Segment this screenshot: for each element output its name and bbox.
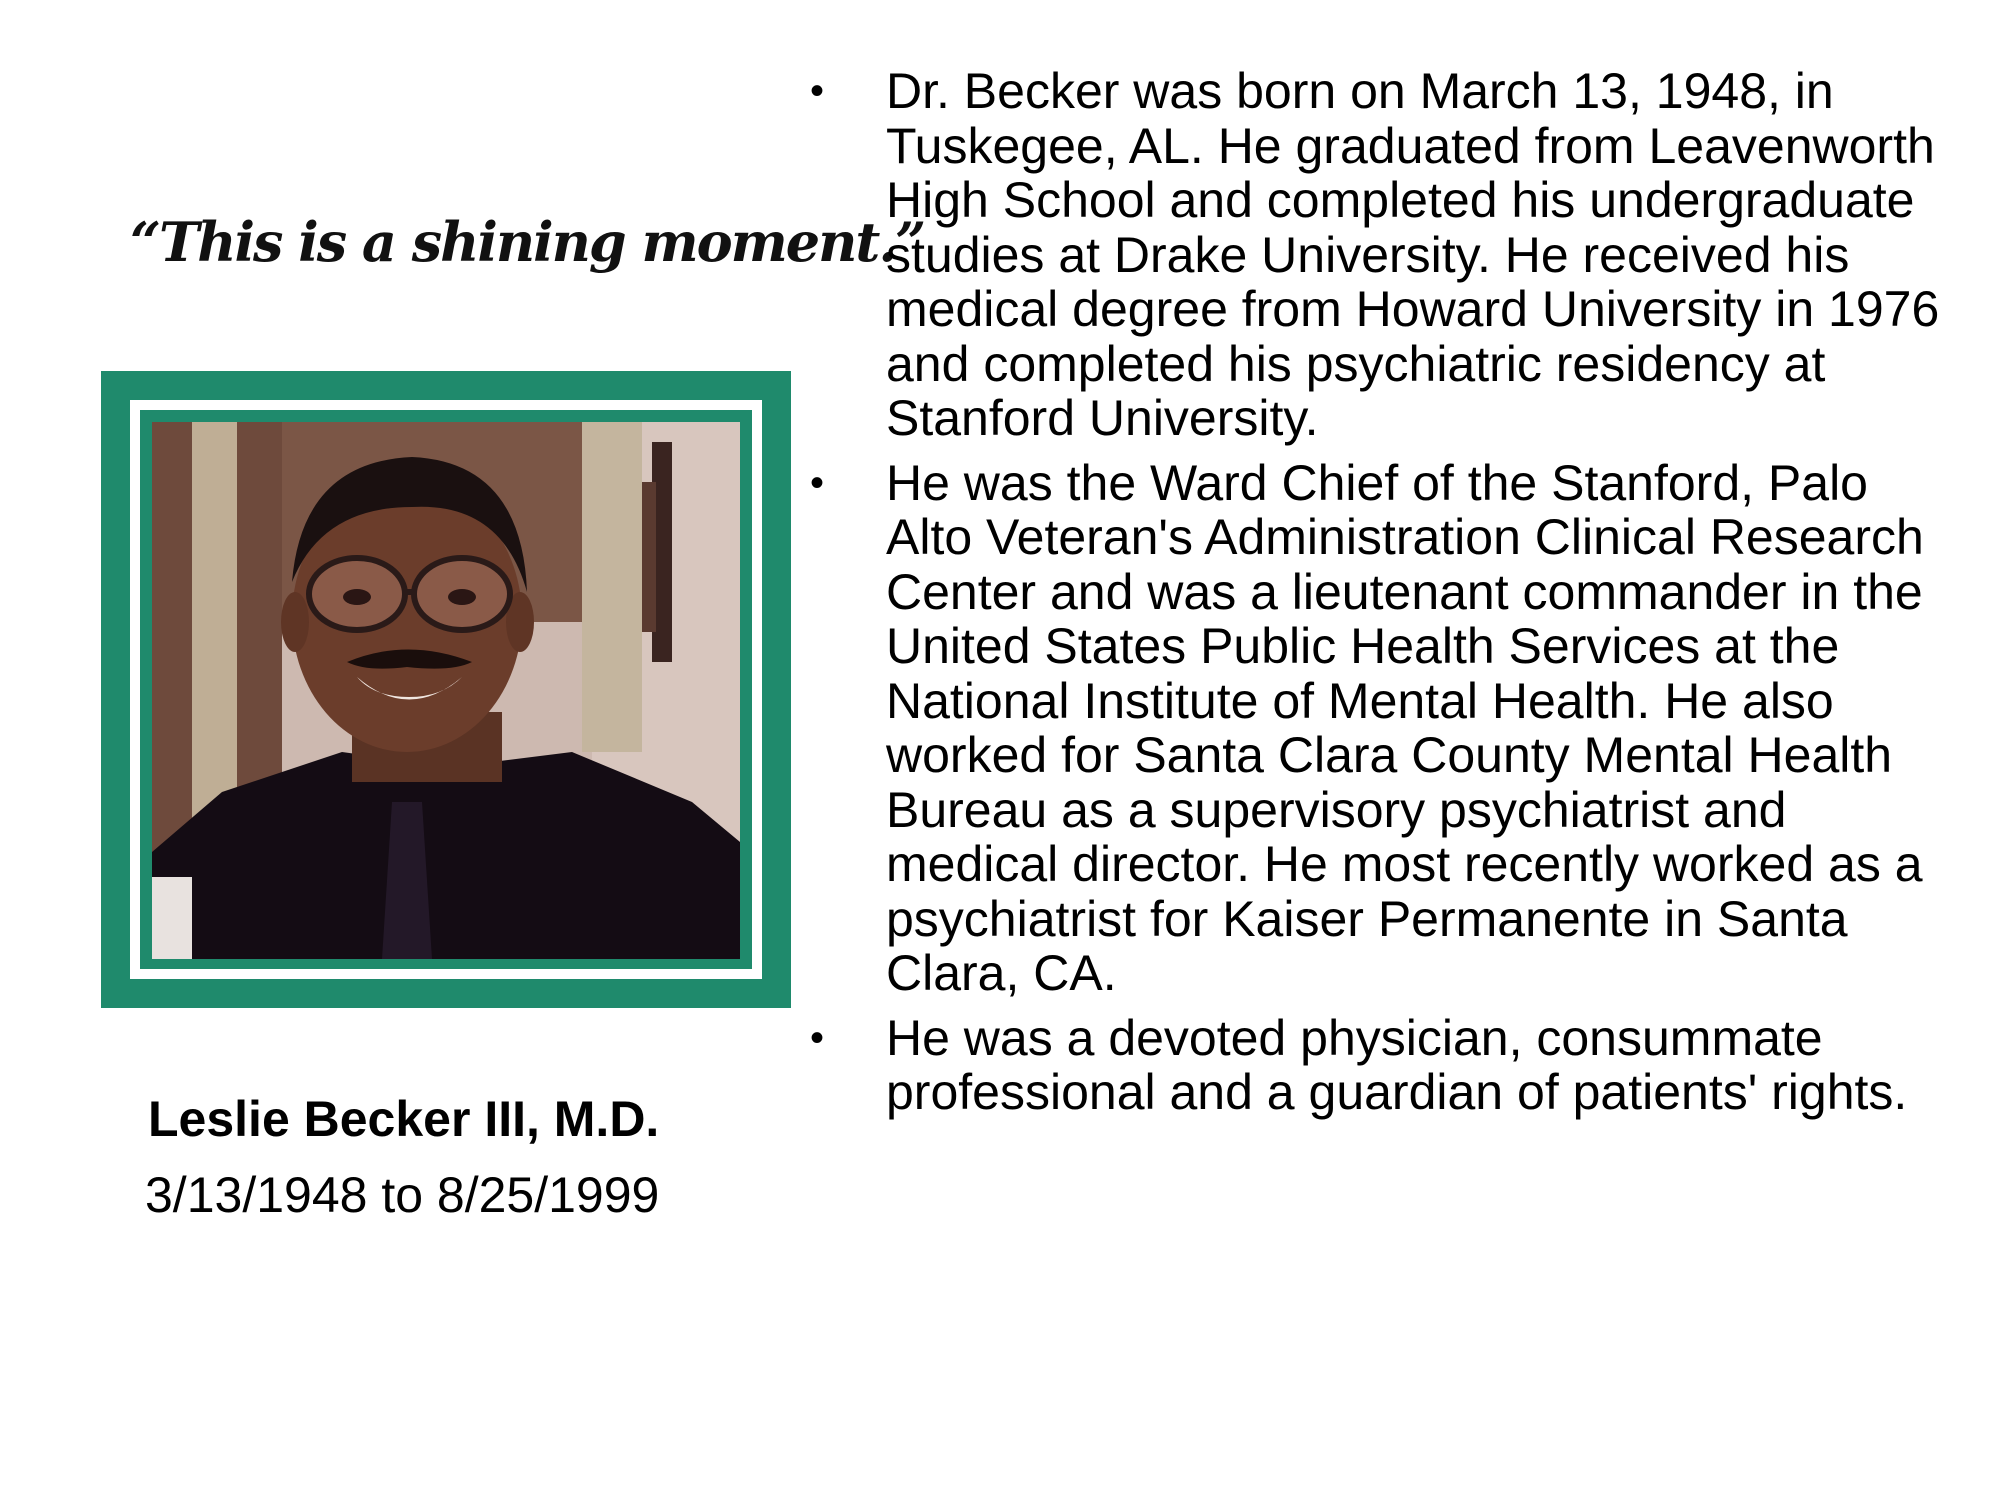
bio-text: He was the Ward Chief of the Stanford, Palo Alto Veteran's Administration Clinical Research Center and was a lieutenant commander in the United States Public Health Services at the National Institute of Mental Health. He also worked for Santa Clara County Mental Health Bureau as a supervisory psychiatrist and medical director. He most recently worked as a psychiatrist for Kaiser Permanente in Santa Clara, CA. [886, 454, 1924, 1001]
bio-item [810, 456, 1960, 1001]
portrait-photo [152, 422, 740, 959]
life-dates: 3/13/1948 to 8/25/1999 [145, 1167, 660, 1223]
bio-text: Dr. Becker was born on March 13, 1948, in Tuskegee, AL. He graduated from Leavenworth High School and completed his undergraduate studies at Drake University. He received his medical degree from Howard University in 1976 and completed his psychiatric residency at Stanford University. [886, 63, 1940, 446]
quote-text: “This is a shining moment.” [130, 210, 925, 274]
bullet-icon: • [810, 69, 825, 113]
person-name: Leslie Becker III, M.D. [148, 1091, 660, 1147]
bio-item [810, 1011, 1960, 1120]
bullet-icon: • [810, 1015, 825, 1060]
bullet-icon: • [810, 460, 825, 505]
bio-item [810, 64, 1960, 446]
bio-text: He was a devoted physician, consummate professional and a guardian of patients' rights. [886, 1009, 1908, 1120]
biography-list [810, 64, 1960, 1130]
